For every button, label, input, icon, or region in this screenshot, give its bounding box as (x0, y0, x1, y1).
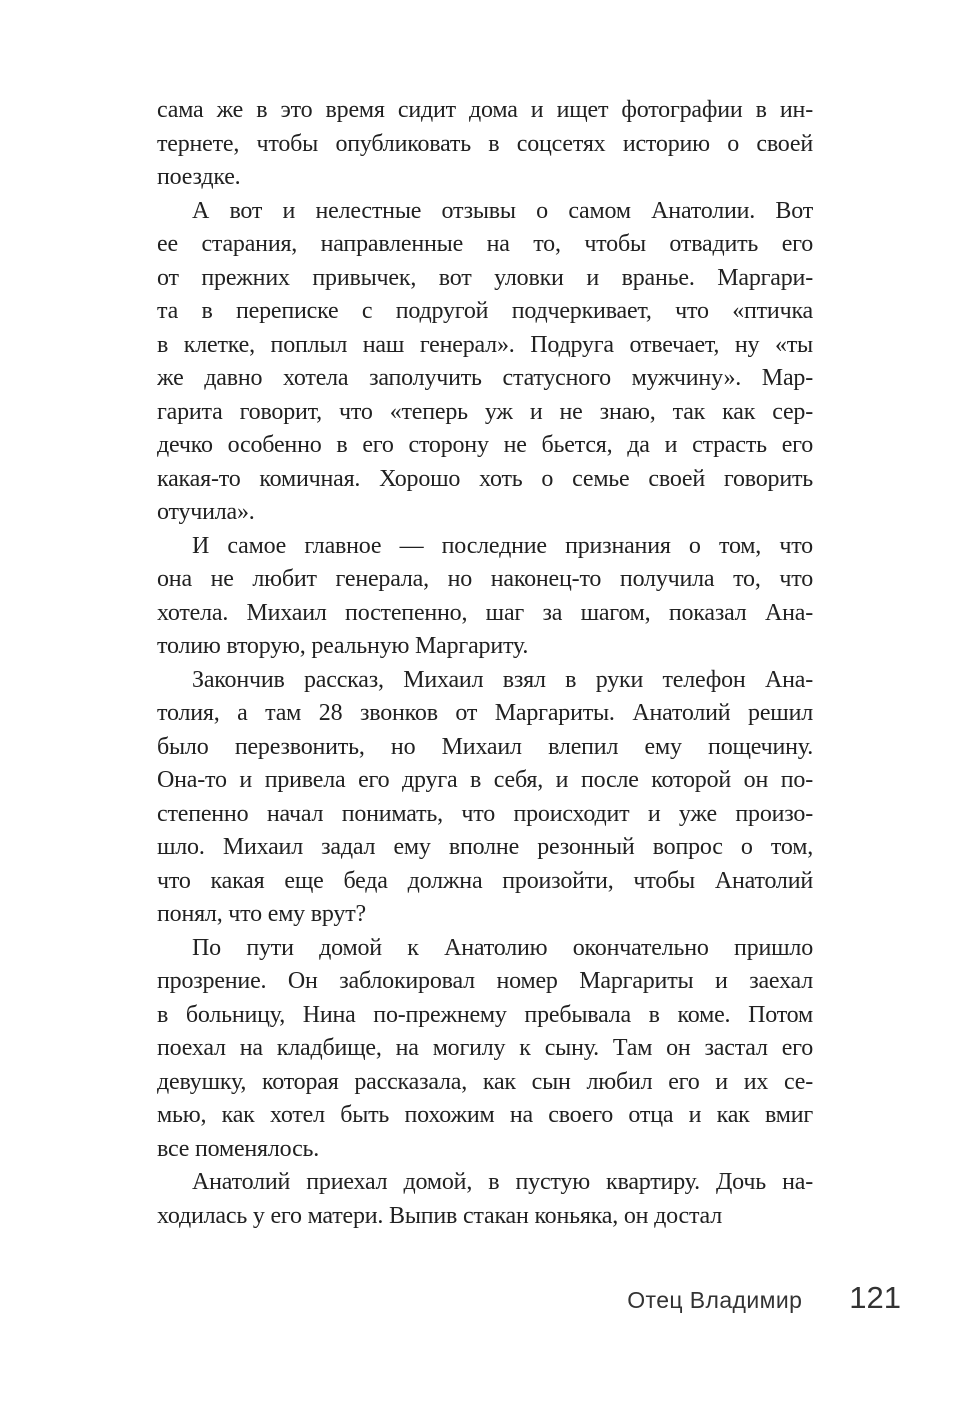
running-title: Отец Владимир (627, 1287, 803, 1313)
text-line: гарита говорит, что «теперь уж и не знаю, так как сер- (157, 398, 813, 425)
text-line: По пути домой к Анатолию окончательно пришло (192, 934, 813, 961)
page-footer (157, 1280, 901, 1316)
text-line: Анатолий приехал домой, в пустую квартиру. Дочь на- (192, 1169, 813, 1195)
text-line: тернете, чтобы опубликовать в соцсетях историю о своей (157, 130, 813, 157)
text-line: в клетке, поплыл наш генерал». Подруга отвечает, ну «ты (157, 331, 813, 358)
text-line: поездке. (157, 164, 241, 190)
text-line: что какая еще беда должна произойти, чтобы Анатолий (157, 867, 813, 894)
text-line: какая-то комичная. Хорошо хоть о семье своей говорить (157, 465, 813, 492)
text-line: дечко особенно в его сторону не бьется, да и страсть его (157, 432, 813, 458)
text-line: А вот и нелестные отзывы о самом Анатолии. Вот (192, 197, 813, 224)
text-line: мью, как хотел быть похожим на своего отца и как вмиг (157, 1102, 813, 1128)
text-line: та в переписке с подругой подчеркивает, что «птичка (157, 298, 813, 324)
text-line: степенно начал понимать, что происходит и уже произо- (157, 800, 813, 827)
text-line: шло. Михаил задал ему вполне резонный вопрос о том, (157, 834, 813, 860)
text-line: ходилась у его матери. Выпив стакан коньяка, он достал (157, 1202, 722, 1229)
text-line: она не любит генерала, но наконец-то получила то, что (157, 566, 813, 592)
text-line: поехал на кладбище, на могилу к сыну. Там он застал его (157, 1035, 813, 1061)
text-line: хотела. Михаил постепенно, шаг за шагом, показал Ана- (157, 599, 813, 626)
page-text (157, 94, 813, 1233)
text-line: прозрение. Он заблокировал номер Маргариты и заехал (157, 968, 813, 994)
text-line: отучила». (157, 499, 255, 525)
text-line: сама же в это время сидит дома и ищет фотографии в ин- (157, 97, 813, 123)
text-line: ее старания, направленные на то, чтобы отвадить его (157, 231, 813, 257)
text-line: понял, что ему врут? (157, 901, 366, 927)
text-line: было перезвонить, но Михаил влепил ему пощечину. (157, 733, 813, 760)
text-line: толию вторую, реальную Маргариту. (157, 633, 529, 659)
text-line: от прежних привычек, вот уловки и вранье. Маргари- (157, 264, 813, 291)
text-line: в больницу, Нина по-прежнему пребывала в коме. Потом (157, 1001, 813, 1028)
text-line: же давно хотела заполучить статусного мужчину». Мар- (157, 365, 813, 391)
text-line: Закончив рассказ, Михаил взял в руки телефон Ана- (192, 666, 813, 693)
text-line: И самое главное — последние признания о том, что (192, 532, 813, 559)
text-line: все поменялось. (157, 1135, 320, 1162)
text-line: Она-то и привела его друга в себя, и после которой он по- (157, 767, 813, 793)
page-number: 121 (849, 1280, 901, 1315)
text-line: девушку, которая рассказала, как сын любил его и их се- (157, 1068, 813, 1095)
text-line: толия, а там 28 звонков от Маргариты. Анатолий решил (157, 700, 813, 726)
